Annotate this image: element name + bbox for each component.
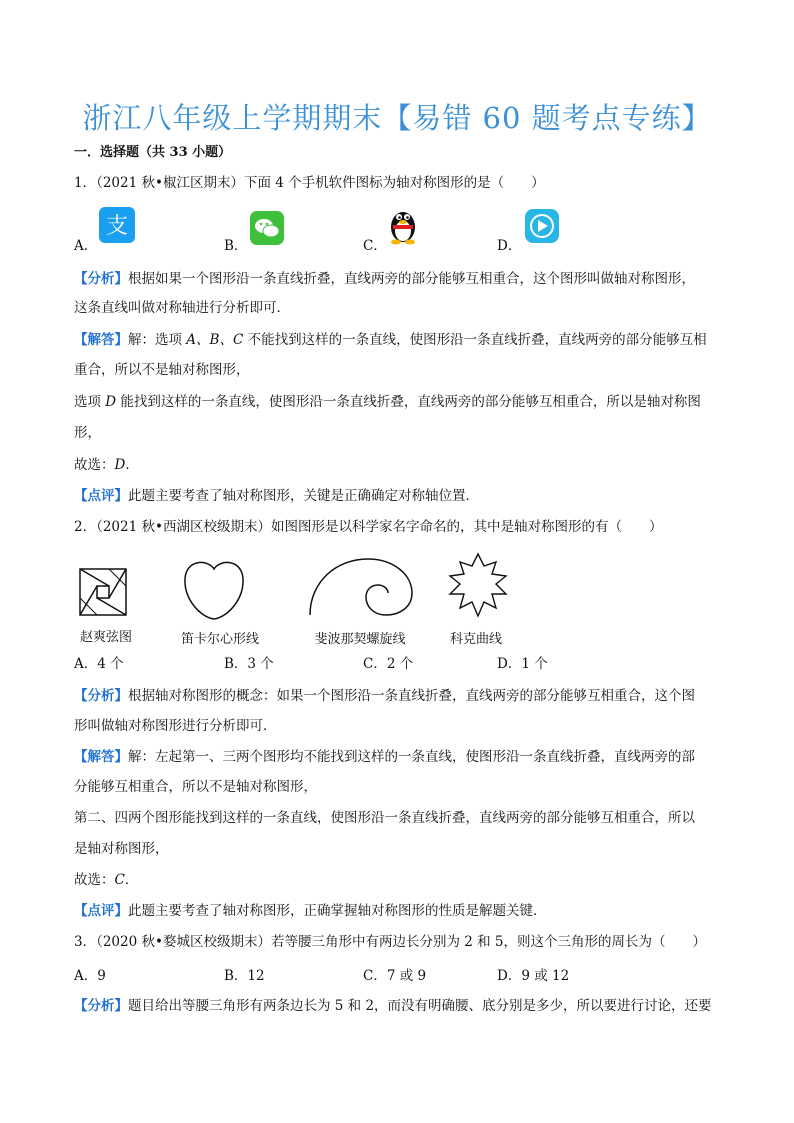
q2-stem: 2．（2021 秋•西湖区校级期末）如图图形是以科学家名字命名的，其中是轴对称图形的有（ ） [74, 519, 663, 535]
qq-penguin-icon [387, 205, 419, 245]
comment-tag: 【点评】 [74, 488, 128, 504]
answer-tag: 【解答】 [74, 332, 128, 348]
q1-choice [74, 455, 139, 475]
section-heading: 一．选择题（共 33 小题） [74, 145, 232, 160]
zhao-shuang-diagram-icon [79, 568, 127, 616]
q2-answer-line-1 [74, 747, 695, 767]
q2-analysis-line-2: 形叫做轴对称图形进行分析即可． [74, 718, 277, 734]
q1-answer-text: 解：选项 [128, 332, 187, 348]
q2-choice-letter: C [114, 872, 125, 888]
q1-analysis-line-2: 这条直线叫做对称轴进行分析即可． [74, 300, 290, 316]
q1-answer-line-3 [74, 392, 701, 412]
page-title: 浙江八年级上学期期末【易错 60 题考点专练】 [82, 101, 712, 135]
wechat-icon [250, 211, 284, 245]
q3-analysis-line-1 [74, 996, 712, 1016]
q3-option-c: C．7 或 9 [363, 968, 427, 984]
q3-analysis-text: 题目给出等腰三角形有两条边长为 5 和 2，而没有明确腰、底分别是多少，所以要进行讨论，还要 [128, 998, 712, 1014]
q1-comment-text: 此题主要考查了轴对称图形，关键是正确确定对称轴位置． [128, 488, 479, 504]
comment-tag: 【点评】 [74, 903, 128, 919]
analysis-tag: 【分析】 [74, 998, 128, 1014]
q1-analysis-text: 根据如果一个图形沿一条直线折叠，直线两旁的部分能够互相重合，这个图形叫做轴对称图形， [128, 271, 695, 287]
alipay-glyph: 支 [105, 214, 129, 239]
q1-option-d-label: D． [497, 238, 522, 254]
q2-caption-1: 赵爽弦图 [79, 630, 132, 645]
analysis-tag: 【分析】 [74, 688, 128, 704]
alipay-icon [99, 207, 135, 243]
q1-answer-line-2: 重合，所以不是轴对称图形， [74, 362, 250, 378]
q2-choice-suffix: ． [124, 872, 139, 888]
q2-option-d: D．1 个 [497, 656, 548, 672]
q1-answer3-variable: D [105, 394, 117, 410]
q1-answer-line-4: 形， [74, 425, 101, 441]
q1-choice-prefix: 故选： [74, 457, 115, 473]
q1-answer-variables: A、B、C [186, 332, 244, 348]
q2-comment-text: 此题主要考查了轴对称图形，正确掌握轴对称图形的性质是解题关键． [128, 903, 547, 919]
q1-answer3-text-cont: 能找到这样的一条直线，使图形沿一条直线折叠，直线两旁的部分能够互相重合，所以是轴对称图 [116, 394, 701, 410]
q2-answer-text: 解：左起第一、三两个图形均不能找到这样的一条直线，使图形沿一条直线折叠，直线两旁的部 [128, 749, 695, 765]
q2-comment [74, 901, 547, 921]
q1-analysis-line-1 [74, 269, 695, 289]
q2-answer-line-4: 是轴对称图形， [74, 841, 169, 857]
q2-caption-2: 笛卡尔心形线 [180, 632, 259, 647]
q2-option-c: C．2 个 [363, 656, 414, 672]
answer-tag: 【解答】 [74, 749, 128, 765]
q2-analysis-line-1 [74, 686, 695, 706]
q2-option-b: B．3 个 [224, 656, 274, 672]
q3-stem: 3．（2020 秋•婺城区校级期末）若等腰三角形中有两边长分别为 2 和 5，则这个三角形的周长为（ ） [74, 934, 707, 950]
q1-answer-line-1 [74, 330, 707, 350]
q3-option-b: B．12 [224, 968, 265, 984]
q1-option-a-label: A． [74, 238, 98, 254]
q1-answer-text-cont: 不能找到这样的一条直线，使图形沿一条直线折叠，直线两旁的部分能够互相 [243, 332, 707, 348]
cardioid-icon [182, 557, 246, 621]
q1-choice-suffix: ． [125, 457, 139, 473]
q2-choice-prefix: 故选： [74, 872, 115, 888]
analysis-tag: 【分析】 [74, 271, 128, 287]
q2-caption-3: 斐波那契螺旋线 [314, 632, 406, 647]
q2-choice [74, 870, 138, 890]
q1-option-b-label: B． [224, 238, 248, 254]
q1-comment [74, 486, 479, 506]
q1-answer3-text: 选项 [74, 394, 106, 410]
q3-option-d: D．9 或 12 [497, 968, 570, 984]
q3-option-a: A．9 [74, 968, 106, 984]
q1-choice-letter: D [114, 457, 126, 473]
q2-caption-4: 科克曲线 [449, 632, 502, 647]
play-icon [525, 209, 559, 243]
q2-answer-line-2: 分能够互相重合，所以不是轴对称图形， [74, 779, 317, 795]
koch-curve-icon [442, 552, 514, 618]
q2-analysis-text: 根据轴对称图形的概念：如果一个图形沿一条直线折叠，直线两旁的部分能够互相重合，这个图 [128, 688, 695, 704]
q2-answer-line-3: 第二、四两个图形能找到这样的一条直线，使图形沿一条直线折叠，直线两旁的部分能够互相重合，所以 [74, 810, 695, 826]
q1-stem: 1．（2021 秋•椒江区期末）下面 4 个手机软件图标为轴对称图形的是（ ） [74, 175, 545, 191]
q2-option-a: A．4 个 [74, 656, 124, 672]
q1-option-c-label: C． [363, 238, 387, 254]
fibonacci-spiral-icon [306, 557, 416, 617]
